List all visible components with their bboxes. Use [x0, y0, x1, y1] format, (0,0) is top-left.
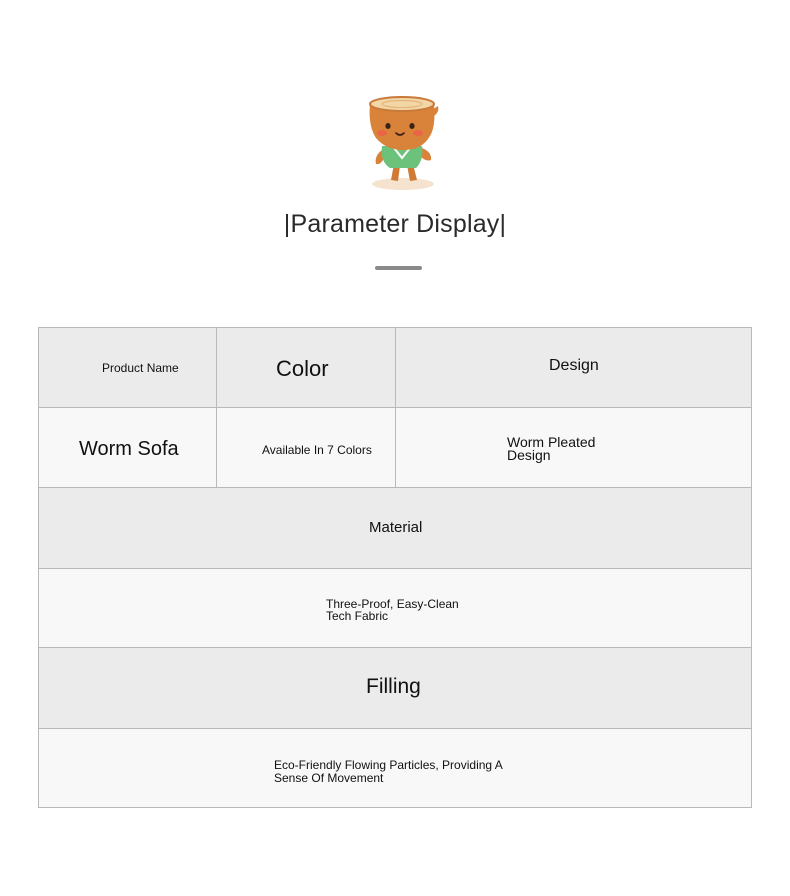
filling-value-line2: Sense Of Movement [274, 771, 384, 785]
product-name-value-cell [39, 408, 217, 487]
design-value-cell [396, 408, 751, 487]
filling-label: Filling [366, 675, 421, 698]
color-value: Available In 7 Colors [262, 443, 372, 457]
product-name-header-cell [39, 328, 217, 407]
design-value-line1: Worm Pleated [507, 434, 596, 450]
table-row-labels [39, 328, 751, 408]
design-header-cell [396, 328, 751, 407]
material-value-line1: Three-Proof, Easy-Clean [326, 597, 459, 611]
filling-value-line1: Eco-Friendly Flowing Particles, Providing A [274, 758, 503, 772]
color-label: Color [276, 356, 329, 381]
table-row-values [39, 408, 751, 488]
color-value-cell [217, 408, 396, 487]
table-row-material-value [39, 569, 751, 648]
table-row-filling-value [39, 729, 751, 807]
design-value-line2: Design [507, 447, 551, 463]
table-row-filling-label [39, 648, 751, 729]
tree-stump-mascot-icon [360, 92, 444, 192]
table-row-material-label [39, 488, 751, 569]
design-label: Design [549, 357, 599, 374]
product-name-label: Product Name [102, 361, 179, 375]
material-label: Material [369, 519, 423, 536]
product-name-value: Worm Sofa [79, 438, 179, 460]
color-header-cell [217, 328, 396, 407]
parameter-table [38, 327, 752, 808]
material-value-line2: Tech Fabric [326, 609, 389, 623]
title-underline-divider [375, 266, 422, 270]
page-title: |Parameter Display| [283, 210, 507, 238]
